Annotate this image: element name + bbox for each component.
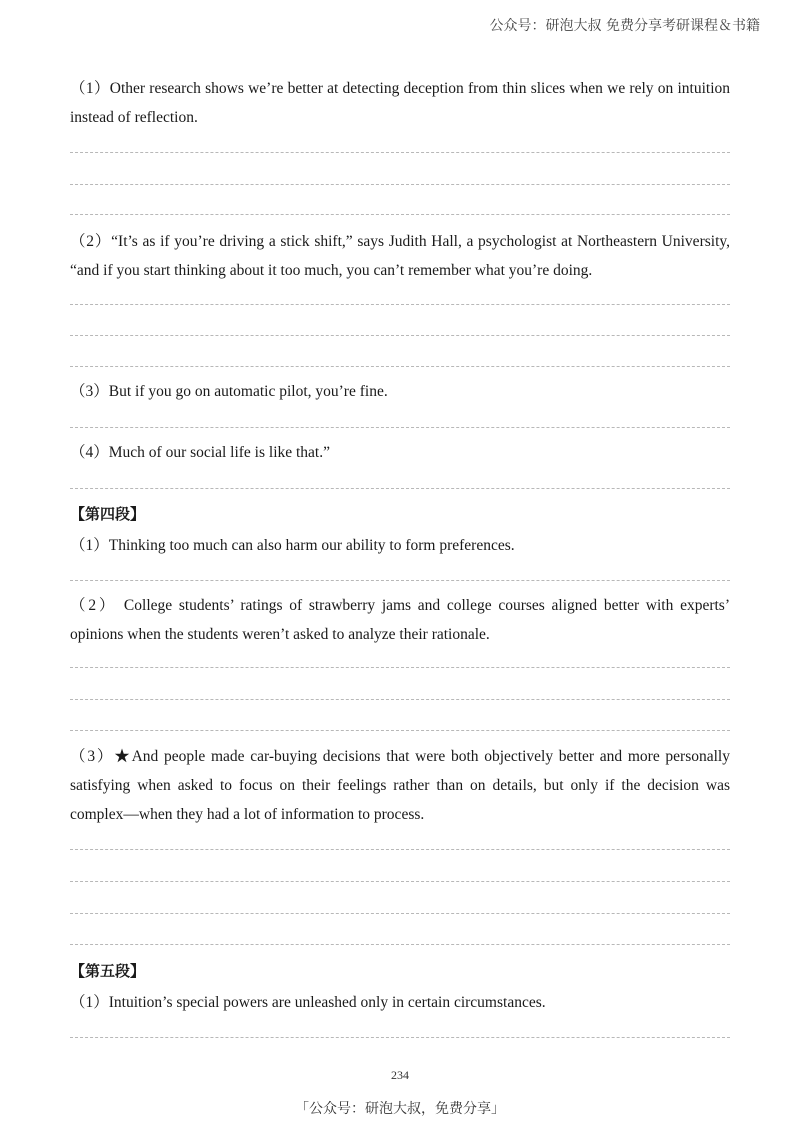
sentence-3-3: （3）But if you go on automatic pilot, you’re fine. <box>70 383 388 400</box>
answer-line <box>70 667 730 668</box>
sentence-3-4: （4）Much of our social life is like that.” <box>70 444 330 461</box>
answer-line <box>70 730 730 731</box>
answer-line <box>70 152 730 153</box>
sentence-4-3: （3）★And people made car-buying decisions that were both objectively better and more personally satisfying when asked to focus on their feelings rather than on details, but only if the decision was complex—when they had a lot of information to process. <box>70 748 730 823</box>
answer-line <box>70 304 730 305</box>
sentence-4-2: （2） College students’ ratings of strawberry jams and college courses aligned better with experts’ opinions when the students weren’t asked to analyze their rationale. <box>70 597 730 643</box>
sentence-3-1: （1）Other research shows we’re better at detecting deception from thin slices when we rely on intuition instead of reflection. <box>70 80 730 126</box>
answer-line <box>70 488 730 489</box>
answer-line <box>70 184 730 185</box>
section-heading-4: 【第四段】 <box>70 505 146 523</box>
answer-line <box>70 366 730 367</box>
page-number: 234 <box>391 1068 409 1082</box>
sentence-3-2: （2）“It’s as if you’re driving a stick shift,” says Judith Hall, a psychologist at Northeastern University, “and if you start thinking about it too much, you can’t remember what you’re doing. <box>70 233 730 279</box>
answer-line <box>70 214 730 215</box>
answer-line <box>70 580 730 581</box>
answer-line <box>70 427 730 428</box>
answer-line <box>70 849 730 850</box>
answer-line <box>70 335 730 336</box>
section-heading-5: 【第五段】 <box>70 962 146 980</box>
page-footer: 「公众号：研泡大叔，免费分享」 <box>295 1101 505 1117</box>
answer-line <box>70 1037 730 1038</box>
answer-line <box>70 881 730 882</box>
answer-line <box>70 913 730 914</box>
sentence-4-1: （1）Thinking too much can also harm our ability to form preferences. <box>70 537 515 554</box>
sentence-5-1: （1）Intuition’s special powers are unleashed only in certain circumstances. <box>70 994 546 1011</box>
answer-line <box>70 699 730 700</box>
answer-line <box>70 944 730 945</box>
page-header: 公众号：研泡大叔 免费分享考研课程＆书籍 <box>489 18 760 34</box>
